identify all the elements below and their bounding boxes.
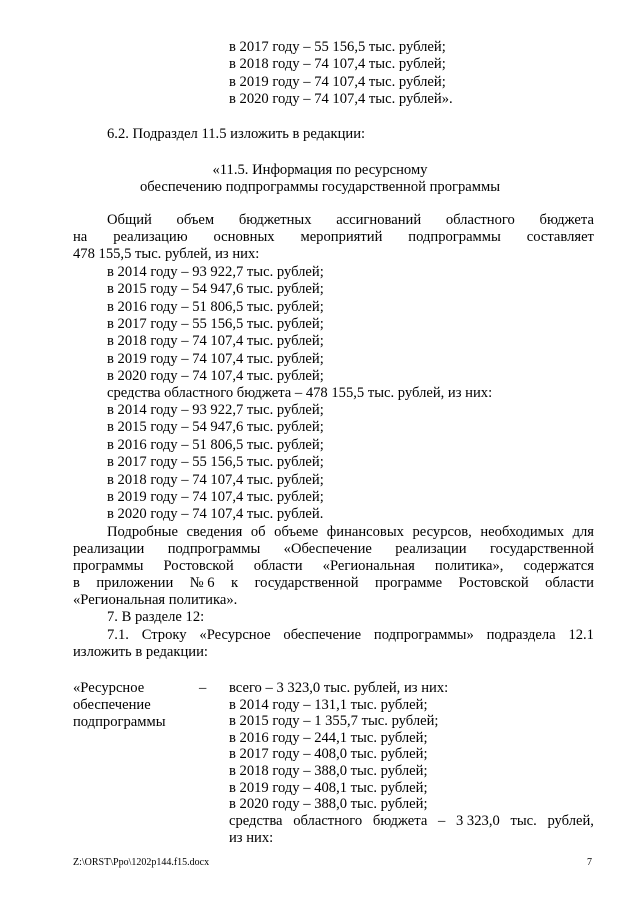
word: ассигнований xyxy=(336,212,422,228)
word: – xyxy=(438,813,446,829)
year-line: в 2015 году – 54 947,6 тыс. рублей; xyxy=(107,419,324,436)
para2-line-4 xyxy=(73,574,594,592)
table-regional-line-2: из них: xyxy=(229,830,274,846)
word: обеспечение xyxy=(283,627,362,643)
word: 12.1 xyxy=(568,627,594,643)
word: об xyxy=(250,524,266,540)
word: подпрограммы» xyxy=(373,627,474,643)
word: сведения xyxy=(186,524,243,540)
year-line: в 2014 году – 93 922,7 тыс. рублей; xyxy=(107,264,324,280)
word: составляет xyxy=(526,229,594,245)
section-heading-line-1: «11.5. Информация по ресурсному xyxy=(212,162,428,178)
table-left-line-3: подпрограммы xyxy=(73,714,166,730)
word: в xyxy=(73,575,80,591)
word: бюджетных xyxy=(238,212,312,228)
word: рублей, xyxy=(547,813,594,829)
regional-budget-total: средства областного бюджета – 478 155,5 тыс. рублей, из них: xyxy=(107,385,493,401)
para2-line-5: «Региональная политика». xyxy=(73,592,238,608)
year-line: в 2016 году – 51 806,5 тыс. рублей; xyxy=(107,298,324,315)
word: объем xyxy=(176,212,215,228)
word: средства xyxy=(229,813,283,829)
word: 7.1. xyxy=(107,627,129,643)
year-line: в 2019 году – 74 107,4 тыс. рублей; xyxy=(107,489,324,505)
table-left-line-1: «Ресурсное xyxy=(73,680,145,696)
word: реализации xyxy=(73,541,145,557)
table-left-line-2: обеспечение xyxy=(73,697,151,713)
word: тыс. xyxy=(510,813,537,829)
table-year-line: в 2016 году – 244,1 тыс. рублей; xyxy=(229,729,428,746)
word: области xyxy=(545,575,594,591)
para1-line-3: 478 155,5 тыс. рублей, из них: xyxy=(73,246,260,262)
word: ресурсов, xyxy=(412,524,472,540)
word: к xyxy=(231,575,239,591)
word: областного xyxy=(293,813,363,829)
para2-line-3 xyxy=(73,557,594,575)
year-line: в 2015 году – 54 947,6 тыс. рублей; xyxy=(107,281,324,298)
word: бюджета xyxy=(372,813,428,829)
word: на xyxy=(73,229,88,245)
table-year-line: в 2017 году – 408,0 тыс. рублей; xyxy=(229,746,428,763)
year-line: в 2020 году – 74 107,4 тыс. рублей. xyxy=(107,506,324,523)
para1-line-1 xyxy=(107,211,594,229)
year-line: в 2017 году – 55 156,5 тыс. рублей; xyxy=(107,315,324,332)
word: реализацию xyxy=(113,229,188,245)
word: Подробные xyxy=(107,524,178,540)
word: политика», xyxy=(434,558,504,574)
word: для xyxy=(572,524,594,540)
year-line: в 2018 году – 74 107,4 тыс. рублей; xyxy=(229,56,446,73)
word: подраздела xyxy=(486,627,556,643)
section-heading-line-2: обеспечению подпрограммы государственной программы xyxy=(139,179,501,195)
table-year-line: в 2019 году – 408,1 тыс. рублей; xyxy=(229,779,428,796)
word: необходимых xyxy=(480,524,565,540)
word: Строку xyxy=(141,627,187,643)
year-line: в 2018 году – 74 107,4 тыс. рублей; xyxy=(107,333,324,350)
year-line: в 2019 году – 74 107,4 тыс. рублей; xyxy=(107,350,324,367)
word: финансовых xyxy=(326,524,404,540)
year-line: в 2016 году – 51 806,5 тыс. рублей; xyxy=(107,436,324,453)
table-year-line: всего – 3 323,0 тыс. рублей, из них: xyxy=(229,680,449,696)
word: области xyxy=(253,558,303,574)
word: государственной xyxy=(254,575,359,591)
footer-file-path: Z:\ORST\Ppo\1202p144.f15.docx xyxy=(73,857,210,868)
word: объеме xyxy=(274,524,319,540)
year-line: в 2018 году – 74 107,4 тыс. рублей; xyxy=(107,471,324,488)
word: «Ресурсное xyxy=(199,627,271,643)
table-regional-line-1 xyxy=(229,812,594,830)
page-number: 7 xyxy=(587,857,592,868)
table-year-line: в 2014 году – 131,1 тыс. рублей; xyxy=(229,696,428,713)
word: реализации xyxy=(395,541,467,557)
item-7-1-line-2: изложить в редакции: xyxy=(73,644,208,660)
word: бюджета xyxy=(539,212,594,228)
word: подпрограммы xyxy=(408,229,501,245)
word: содержатся xyxy=(523,558,594,574)
word: № 6 xyxy=(189,575,215,591)
item-7: 7. В разделе 12: xyxy=(107,609,205,625)
word: 3 323,0 xyxy=(455,813,500,829)
para1-line-2 xyxy=(73,228,594,246)
word: программы xyxy=(73,558,144,574)
table-year-line: в 2015 году – 1 355,7 тыс. рублей; xyxy=(229,713,439,730)
word: основных xyxy=(213,229,275,245)
word: мероприятий xyxy=(300,229,383,245)
table-year-line: в 2020 году – 388,0 тыс. рублей; xyxy=(229,796,428,813)
para2-line-2 xyxy=(73,540,594,558)
word: государственной xyxy=(489,541,594,557)
word: Ростовской xyxy=(163,558,234,574)
word: «Региональная xyxy=(322,558,415,574)
word: областного xyxy=(445,212,515,228)
table-year-line: в 2018 году – 388,0 тыс. рублей; xyxy=(229,763,428,779)
year-line: в 2017 году – 55 156,5 тыс. рублей; xyxy=(229,39,446,55)
table-dash: – xyxy=(199,680,207,696)
word: «Обеспечение xyxy=(283,541,372,557)
year-line: в 2014 году – 93 922,7 тыс. рублей; xyxy=(107,402,324,418)
year-line: в 2019 году – 74 107,4 тыс. рублей; xyxy=(229,73,446,90)
year-line: в 2020 году – 74 107,4 тыс. рублей; xyxy=(107,367,324,384)
para2-line-1 xyxy=(107,523,594,541)
year-line: в 2020 году – 74 107,4 тыс. рублей». xyxy=(229,91,453,108)
year-line: в 2017 году – 55 156,5 тыс. рублей; xyxy=(107,454,324,471)
word: Общий xyxy=(107,212,152,228)
word: приложении xyxy=(96,575,174,591)
item-7-1-line-1 xyxy=(107,626,594,644)
item-6-2: 6.2. Подраздел 11.5 изложить в редакции: xyxy=(107,126,366,142)
word: программе xyxy=(375,575,443,591)
word: Ростовской xyxy=(458,575,529,591)
word: подпрограммы xyxy=(167,541,261,557)
